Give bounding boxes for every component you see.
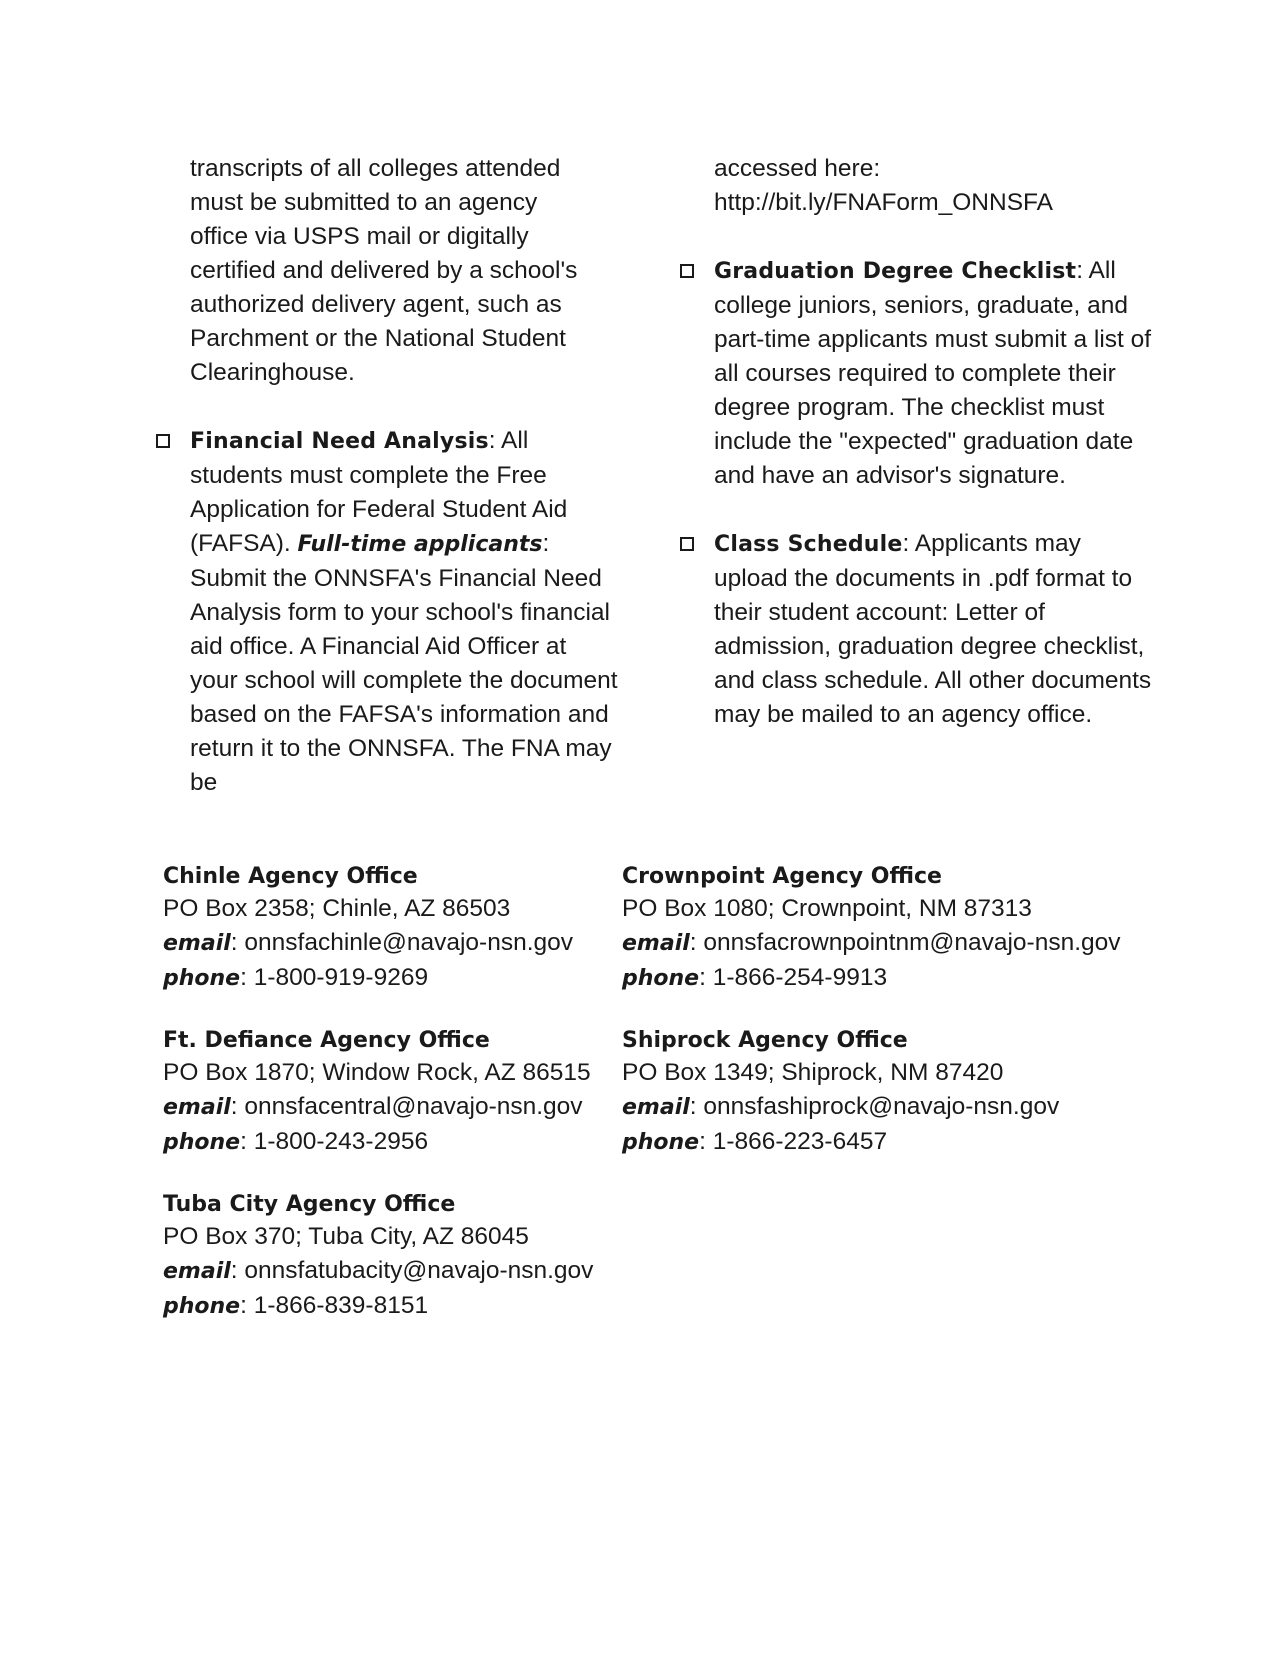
office-email-row: email: onnsfacentral@navajo-nsn.gov xyxy=(163,1093,583,1120)
checkbox-icon[interactable] xyxy=(680,537,694,551)
office-name: Ft. Defiance Agency Office xyxy=(163,1028,490,1053)
office-phone: 1-800-919-9269 xyxy=(253,964,429,991)
intro-line: must be submitted to an agency xyxy=(190,189,538,216)
office-phone: 1-866-839-8151 xyxy=(253,1292,429,1319)
email-label: email xyxy=(622,931,690,956)
office-name: Tuba City Agency Office xyxy=(163,1192,456,1217)
email-label: email xyxy=(622,1095,690,1120)
office-name: Crownpoint Agency Office xyxy=(622,864,942,889)
office-tuba-city xyxy=(163,1190,603,1324)
item-text: : Applicants may upload the documents in .pdf format to their student account: Letter of admission, graduation degree checklist, and class schedule. All other documents may be mailed to an agency office. xyxy=(714,530,1152,728)
item-text: : Submit the ONNSFA's Financial Need Analysis form to your school's financial aid office. A Financial Aid Officer at your school will complete the document based on the FAFSA's information and return it to the ONNSFA. The FNA may be xyxy=(190,530,618,796)
phone-label: phone xyxy=(163,1294,241,1319)
intro-line: certified and delivered by a school's xyxy=(190,257,578,284)
intro-line: accessed here: xyxy=(714,155,881,182)
office-ft-defiance xyxy=(163,1026,603,1160)
office-chinle xyxy=(163,862,603,996)
office-address: PO Box 1349; Shiprock, NM 87420 xyxy=(622,1059,1004,1086)
item-label: Graduation Degree Checklist xyxy=(714,259,1077,284)
office-phone-row: phone: 1-866-839-8151 xyxy=(163,1292,429,1319)
phone-label: phone xyxy=(163,1130,241,1155)
office-email-row: email: onnsfashiprock@navajo-nsn.gov xyxy=(622,1093,1060,1120)
office-phone: 1-866-254-9913 xyxy=(712,964,888,991)
office-name: Shiprock Agency Office xyxy=(622,1028,908,1053)
item-emphasis: Full-time applicants xyxy=(297,532,543,557)
item-text: : All college juniors, seniors, graduate, and part-time applicants must submit a list of all courses required to complete their degree program. The checklist must include the "expected" graduation date and have an advisor's signature. xyxy=(714,257,1152,489)
office-phone: 1-866-223-6457 xyxy=(712,1128,888,1155)
office-shiprock xyxy=(622,1026,1142,1160)
phone-label: phone xyxy=(163,966,241,991)
item-text: : All students must complete the Free Application for Federal Student Aid (FAFSA). xyxy=(190,427,568,557)
email-label: email xyxy=(163,931,231,956)
office-phone-row: phone: 1-800-243-2956 xyxy=(163,1128,429,1155)
checkbox-icon[interactable] xyxy=(156,434,170,448)
intro-line: transcripts of all colleges attended xyxy=(190,155,561,182)
office-email[interactable]: onnsfachinle@navajo-nsn.gov xyxy=(244,929,574,956)
office-email[interactable]: onnsfacentral@navajo-nsn.gov xyxy=(244,1093,583,1120)
office-email-row: email: onnsfatubacity@navajo-nsn.gov xyxy=(163,1257,594,1284)
office-phone: 1-800-243-2956 xyxy=(253,1128,429,1155)
office-email[interactable]: onnsfatubacity@navajo-nsn.gov xyxy=(244,1257,594,1284)
phone-label: phone xyxy=(622,966,700,991)
office-phone-row: phone: 1-866-223-6457 xyxy=(622,1128,888,1155)
phone-label: phone xyxy=(622,1130,700,1155)
item-label: Financial Need Analysis xyxy=(190,429,489,454)
office-phone-row: phone: 1-866-254-9913 xyxy=(622,964,888,991)
graduation-checklist-item xyxy=(714,254,1154,493)
office-email-row: email: onnsfacrownpointnm@navajo-nsn.gov xyxy=(622,929,1121,956)
office-name: Chinle Agency Office xyxy=(163,864,418,889)
fna-form-link[interactable]: http://bit.ly/FNAForm_ONNSFA xyxy=(714,189,1053,216)
office-phone-row: phone: 1-800-919-9269 xyxy=(163,964,429,991)
email-label: email xyxy=(163,1259,231,1284)
office-email[interactable]: onnsfacrownpointnm@navajo-nsn.gov xyxy=(703,929,1121,956)
offices-right xyxy=(622,862,1142,1190)
office-address: PO Box 1080; Crownpoint, NM 87313 xyxy=(622,895,1032,922)
office-crownpoint xyxy=(622,862,1142,996)
item-label: Class Schedule xyxy=(714,532,903,557)
right-column xyxy=(714,152,1154,732)
intro-line: authorized delivery agent, such as xyxy=(190,291,562,318)
intro-line: office via USPS mail or digitally xyxy=(190,223,529,250)
left-column xyxy=(190,152,620,800)
email-label: email xyxy=(163,1095,231,1120)
checkbox-icon[interactable] xyxy=(680,264,694,278)
office-email-row: email: onnsfachinle@navajo-nsn.gov xyxy=(163,929,574,956)
financial-need-analysis-item xyxy=(190,424,620,800)
office-address: PO Box 2358; Chinle, AZ 86503 xyxy=(163,895,511,922)
office-address: PO Box 370; Tuba City, AZ 86045 xyxy=(163,1223,529,1250)
class-schedule-item xyxy=(714,527,1154,732)
intro-line: Parchment or the National Student xyxy=(190,325,566,352)
fna-link-paragraph xyxy=(714,152,1154,220)
office-address: PO Box 1870; Window Rock, AZ 86515 xyxy=(163,1059,591,1086)
office-email[interactable]: onnsfashiprock@navajo-nsn.gov xyxy=(703,1093,1060,1120)
transcripts-paragraph xyxy=(190,152,620,390)
offices-left xyxy=(163,862,603,1354)
intro-line: Clearinghouse. xyxy=(190,359,355,386)
